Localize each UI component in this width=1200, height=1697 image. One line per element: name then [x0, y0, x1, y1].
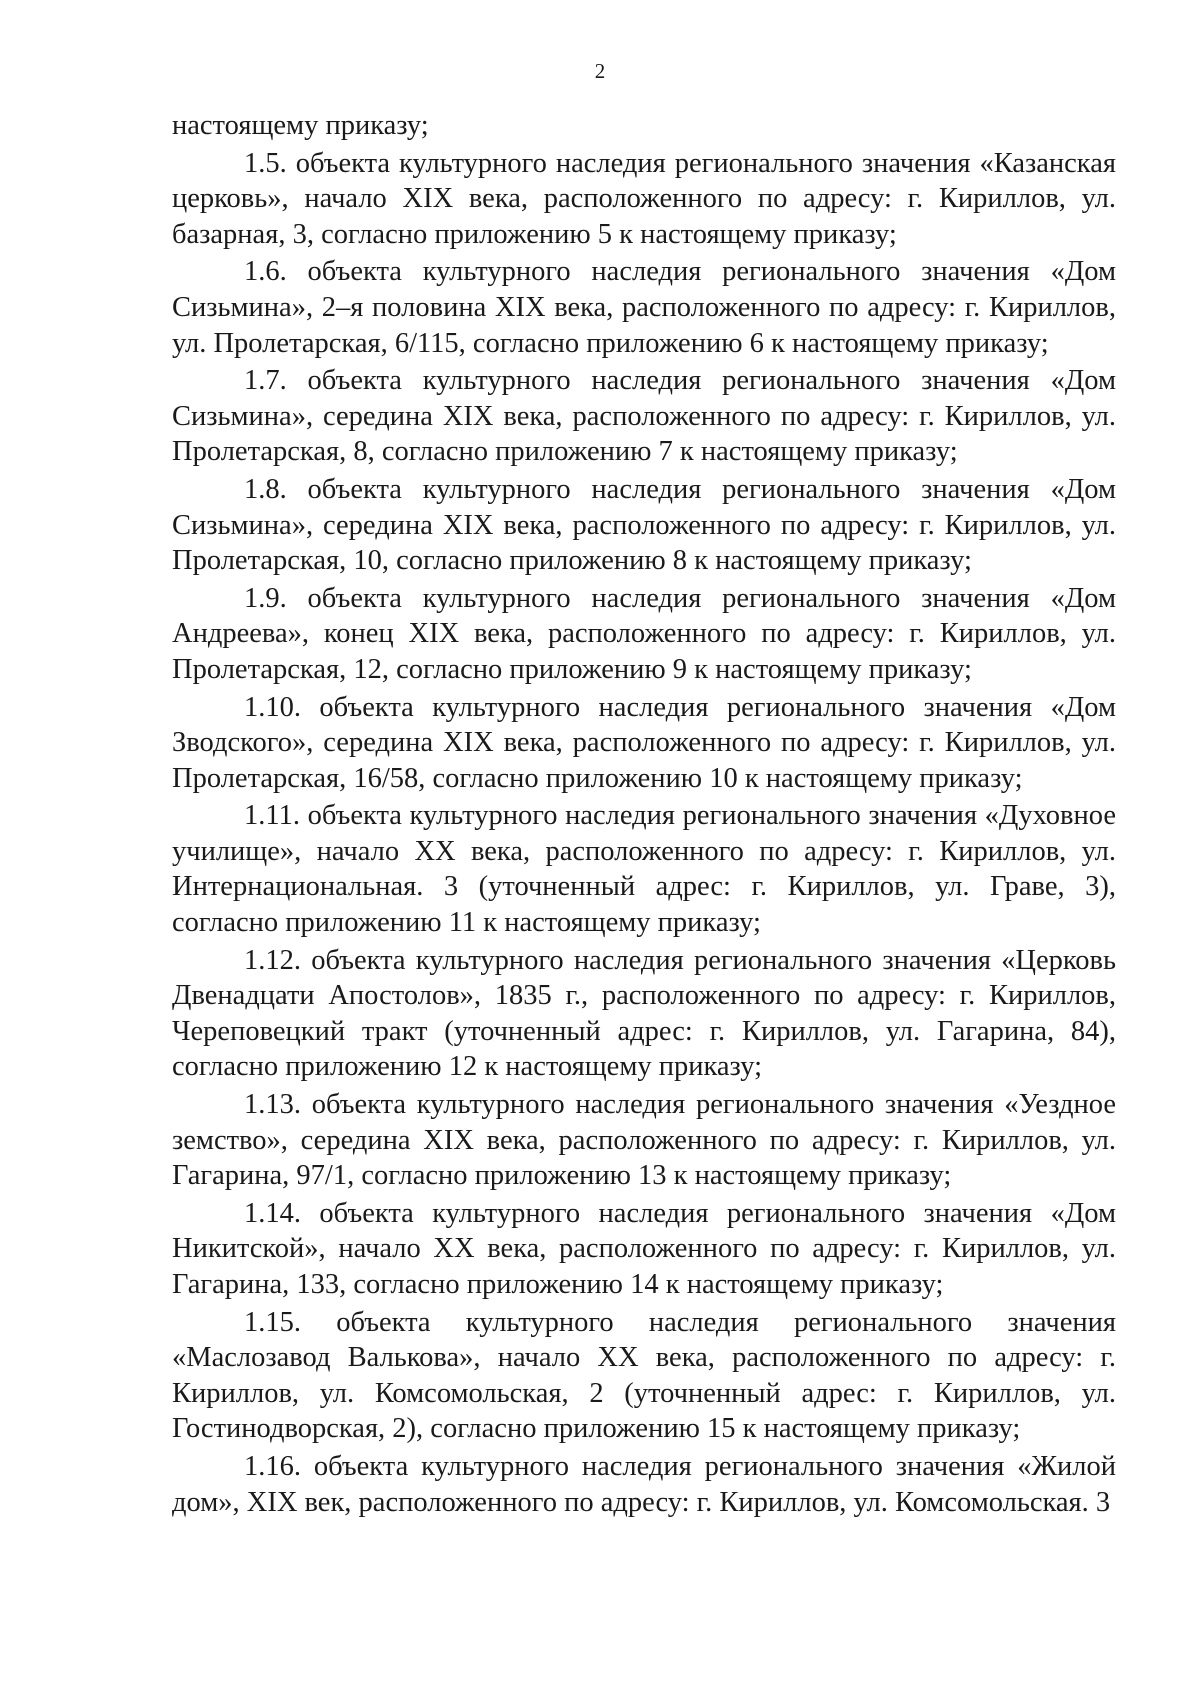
page-number: 2: [594, 59, 606, 83]
list-item-1-14: 1.14. объекта культурного наследия регионального значения «Дом Никитской», начало XX века, расположенного по адресу: г. Кириллов, ул. Гагарина, 133, согласно приложению 14 к настоящему приказу;: [172, 1197, 1116, 1300]
list-item-1-13: 1.13. объекта культурного наследия регионального значения «Уездное земство», середина XIX века, расположенного по адресу: г. Кириллов, ул. Гагарина, 97/1, согласно приложению 13 к настоящему приказу;: [172, 1089, 1116, 1192]
list-item-1-16: 1.16. объекта культурного наследия регионального значения «Жилой дом», XIX век, расположенного по адресу: г. Кириллов, ул. Комсомольская. 3: [172, 1450, 1116, 1518]
list-item-1-12: 1.12. объекта культурного наследия регионального значения «Церковь Двенадцати Апостолов», 1835 г., расположенного по адресу: г. Кириллов, Череповецкий тракт (уточненный адрес: г. Кириллов, ул. Гагарина, 84), согласно приложению 12 к настоящему приказу;: [172, 944, 1116, 1083]
list-item-1-8: 1.8. объекта культурного наследия регионального значения «Дом Сизьмина», середина XIX века, расположенного по адресу: г. Кириллов, ул. Пролетарская, 10, согласно приложению 8 к настоящему приказу;: [172, 473, 1116, 577]
list-item-1-11: 1.11. объекта культурного наследия регионального значения «Духовное училище», начало XX века, расположенного по адресу: г. Кириллов, ул. Интернациональная. 3 (уточненный адрес: г. Кириллов, ул. Граве, 3), согласно приложению 11 к настоящему приказу;: [172, 800, 1116, 939]
list-item-1-15: 1.15. объекта культурного наследия регионального значения «Маслозавод Валькова», начало XX века, расположенного по адресу: г. Кириллов, ул. Комсомольская, 2 (уточненный адрес: г. Кириллов, ул. Гостинодворская, 2), согласно приложению 15 к настоящему приказу;: [172, 1306, 1116, 1445]
list-item-1-5: 1.5. объекта культурного наследия регионального значения «Казанская церковь», начало XIX века, расположенного по адресу: г. Кириллов, ул. базарная, 3, согласно приложению 5 к настоящему приказу;: [172, 147, 1116, 250]
continuation-line: настоящему приказу;: [172, 110, 429, 141]
list-item-1-10: 1.10. объекта культурного наследия регионального значения «Дом Зводского», середина XIX века, расположенного по адресу: г. Кириллов, ул. Пролетарская, 16/58, согласно приложению 10 к настоящему приказу;: [172, 691, 1116, 794]
list-item-1-9: 1.9. объекта культурного наследия регионального значения «Дом Андреева», конец XIX века, расположенного по адресу: г. Кириллов, ул. Пролетарская, 12, согласно приложению 9 к настоящему приказу;: [172, 582, 1116, 685]
list-item-1-6: 1.6. объекта культурного наследия регионального значения «Дом Сизьмина», 2–я половина XIX века, расположенного по адресу: г. Кириллов, ул. Пролетарская, 6/115, согласно приложению 6 к настоящему приказу;: [172, 256, 1116, 359]
list-item-1-7: 1.7. объекта культурного наследия регионального значения «Дом Сизьмина», середина XIX века, расположенного по адресу: г. Кириллов, ул. Пролетарская, 8, согласно приложению 7 к настоящему приказу;: [172, 365, 1116, 468]
document-body: [172, 108, 1116, 1522]
